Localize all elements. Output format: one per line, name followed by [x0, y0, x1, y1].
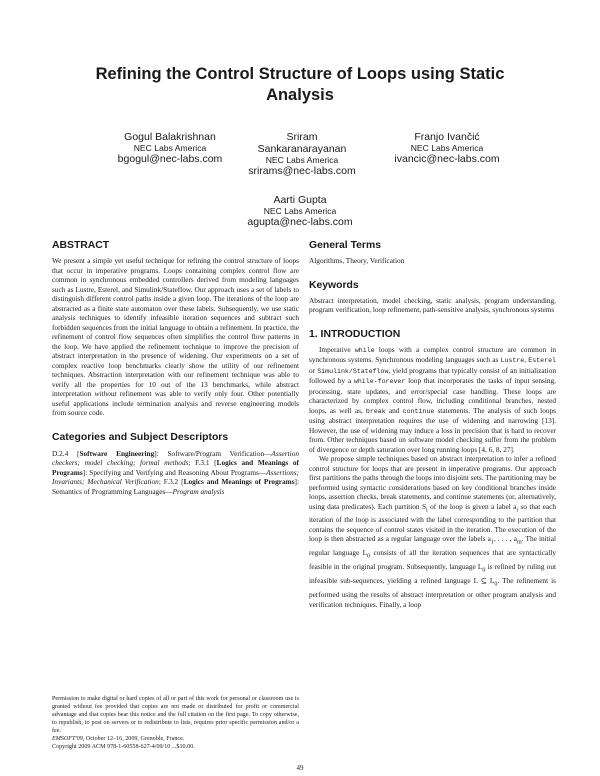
abstract-text-end: refinement was able to verify only four. Other potentially useful applications include termination analysis and reverse engineering models from source code. — [52, 389, 299, 417]
copyright-notice — [52, 695, 299, 751]
author-email: srirams@nec-labs.com — [248, 165, 356, 177]
math-subscript: 0 — [494, 581, 498, 588]
author-affiliation: NEC Labs America — [410, 143, 484, 153]
author-email: ivancic@nec-labs.com — [394, 153, 500, 165]
keywords-body — [309, 296, 556, 315]
code-keyword: continue — [402, 407, 435, 415]
code-keyword: while — [354, 346, 375, 354]
general-terms-text: Algorithms, Theory, Verification — [309, 256, 405, 265]
keywords-heading: Keywords — [309, 279, 359, 291]
venue-name: EMSOFT'09, — [52, 736, 85, 742]
categories-heading: Categories and Subject Descriptors — [52, 431, 229, 443]
intro-text: or — [309, 365, 318, 375]
venue-details: October 12–16, 2009, Grenoble, France. — [84, 736, 185, 742]
intro-text: so that each iteration of the loop is associated with the label corresponding to the partition that contains the sequence of control states visited in the iteration. The execution of the loop is then abstracted as a regular language over the labels a — [309, 501, 556, 544]
general-terms-heading: General Terms — [309, 240, 381, 251]
intro-text: Imperative — [319, 344, 355, 354]
intro-text: and — [385, 405, 403, 415]
intro-text: loop that incorporates the tasks of input sensing, processing, state updates, and error/special case handling. These loops are characterized by complex control flow, including conditional branches, nested loops, as well as, — [309, 376, 556, 415]
math-subscript: m — [516, 539, 522, 546]
category-text: ]: Specifying and Verifying and Reasoning About Programs— — [82, 467, 267, 477]
code-keyword: Lustre — [500, 357, 525, 364]
math-subscript: 0 — [367, 553, 371, 560]
intro-text: , . . . , a — [493, 534, 517, 544]
abstract-emphasis: without — [94, 389, 117, 398]
intro-paragraph-1 — [309, 345, 556, 455]
author-email: bgogul@nec-labs.com — [117, 153, 223, 165]
code-keyword: Simulink/Stateflow — [317, 367, 389, 375]
author-affiliation: NEC Labs America — [133, 143, 207, 153]
permission-text: Permission to make digital or hard copies of all or part of this work for personal or classroom use is granted without fee provided that copies are not made or distributed for profit or commercial advantage and that copies bear this notice and the full citation on the first page. To copy otherwise, to republish, to post on servers or to redistribute to lists, requires prior specific permission and/or a fee. — [52, 696, 299, 734]
code-keyword: Esterel — [528, 357, 556, 364]
author-name: Aarti Gupta — [273, 194, 327, 206]
intro-text: . The initial regular language L — [309, 534, 556, 558]
categories-body — [52, 449, 299, 497]
code-keyword: while-forever — [353, 378, 406, 385]
keywords-text: Abstract interpretation, model checking, static analysis, program understanding, program verification, loop refinement, path-sensitive analysis, synchronous systems — [309, 295, 556, 314]
abstract-heading: ABSTRACT — [52, 240, 110, 251]
category-text: ]: Software/Program Verification— — [154, 448, 272, 458]
abstract-text: We present a simple yet useful technique for refining the control structure of loops that occur in imperative programs. Loops containing complex control flow are common in synchronous embedded controllers derived from modeling languages such as Lustre, Esterel, and Simulink/Stateflow. Our approach uses a set of labels to distinguish different control paths inside a given loop. The iterations of the loop are abstracted as a finite state automaton over these labels. Subsequently, we use static analysis techniques to identify infeasible iteration sequences and subtract such forbidden sequences from the initial language to obtain a refinement. In practice, the refinement of control flow sequences often simplifies the control flow patterns in the loop. We have applied the refinement technique to improve the precision of abstract interpretation in the presence of widening. Our experiments on a set of complex reactive loop benchmarks clearly show the utility of our refinement techniques. Abstraction interpretation with our refinement technique was able to verify all the properties for 10 out of the 13 benchmarks, while abstract interpretation — [52, 256, 299, 398]
page-number: 49 — [296, 764, 304, 772]
intro-text: statements. The analysis of such loops using abstract interpretation requires the use of widening and narrowing [13]. However, the use of widening may induce a loss in precision that is hard to recover from. Other techniques based on software model checking suffer from the problem of divergence or depth saturation over long running loops [4, 6, 8, 27]. — [309, 405, 556, 454]
author-name: Franjo Ivančić — [414, 131, 480, 143]
intro-text: , — [524, 355, 529, 364]
intro-text: of the loop is given a label a — [427, 501, 517, 511]
category-bold: Software Engineering — [79, 448, 155, 458]
category-em: Program analysis — [172, 486, 225, 496]
category-em: Assertion checkers; model checking; formal methods — [52, 448, 299, 467]
author-block-3 — [362, 131, 532, 165]
category-code: D.2.4 [ — [52, 448, 80, 458]
author-block-2 — [227, 131, 377, 177]
intro-text: . The refinement is performed using the results of abstract interpretation or other program analysis and verification techniques. Finally, a loop — [309, 576, 556, 609]
author-block-4 — [215, 194, 385, 228]
category-em: Assertions; Invariants; Mechanical Verification — [52, 467, 299, 486]
copyright-line: Copyright 2009 ACM 978-1-60558-627-4/09/10 ...$10.00. — [52, 744, 195, 750]
introduction-body — [309, 345, 556, 610]
math-subscript: 0 — [482, 567, 486, 574]
code-keyword: break — [365, 407, 386, 415]
math-subscript: i — [426, 506, 428, 513]
math-subscript: i — [516, 506, 519, 513]
category-bold: Logics and Meanings of Programs — [183, 477, 295, 486]
paper-title: Refining the Control Structure of Loops using Static Analysis — [95, 65, 505, 104]
math-subscript: 1 — [490, 539, 494, 546]
author-name: Gogul Balakrishnan — [124, 131, 216, 143]
introduction-heading: 1. INTRODUCTION — [309, 328, 401, 340]
author-affiliation: NEC Labs America — [265, 155, 339, 165]
author-name-last: Sankaranarayanan — [257, 143, 347, 155]
general-terms-body — [309, 256, 556, 266]
author-name-first: Sriram — [286, 131, 318, 143]
category-text: ]: Semantics of Programming Languages— — [52, 477, 299, 496]
intro-paragraph-2 — [309, 454, 556, 609]
author-email: agupta@nec-labs.com — [247, 216, 353, 228]
left-column — [52, 239, 299, 496]
category-code: ; F.3.2 [ — [158, 477, 184, 486]
intro-text: We propose simple techniques based on abstract interpretation to infer a refined control structure for loops that are present in imperative programs. Our approach first partitions the paths through the loops into disjoint sets. The partitioning may be performed using syntactic considerations based on key conditional branches inside loops, assertion checks, break statements, and continue statements (or, alternatively, using data predicates). Each partition S — [309, 454, 556, 511]
intro-text: , yield programs that typically consist of an initialization followed by a — [309, 365, 556, 385]
right-column — [309, 239, 556, 609]
author-affiliation: NEC Labs America — [263, 206, 337, 216]
category-bold: Logics and Meanings of Programs — [52, 458, 299, 477]
intro-text: loops with a complex control structure are common in synchronous systems. Synchronous modeling languages such as — [309, 344, 556, 364]
category-code: ; F.3.1 [ — [188, 458, 217, 467]
intro-text: is refined by ruling out infeasible sub-sequences, yielding a refined language L ⊆ L — [309, 562, 556, 586]
intro-text: consists of all the iteration sequences that are syntactically feasible in the original program. Subsequently, language L — [309, 548, 556, 572]
abstract-body — [52, 256, 299, 418]
